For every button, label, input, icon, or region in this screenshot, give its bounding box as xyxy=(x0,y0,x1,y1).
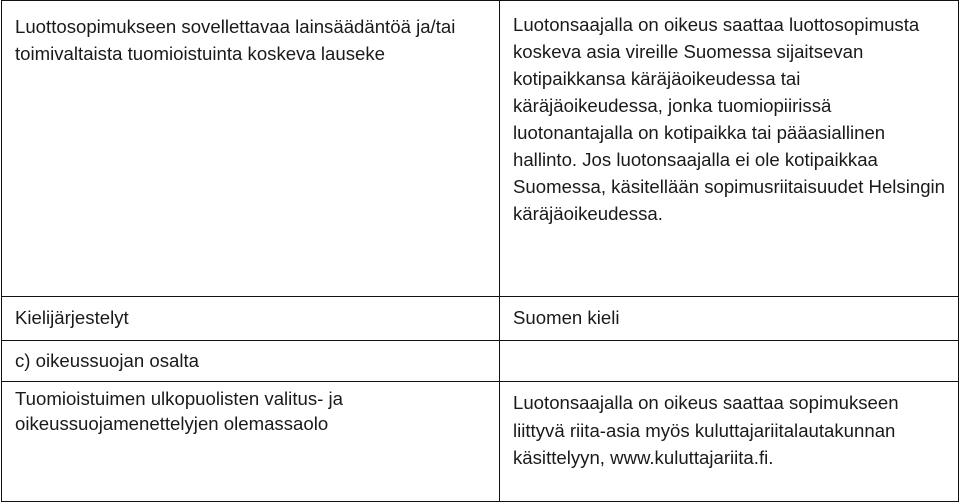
value-cell xyxy=(500,297,959,341)
table-row xyxy=(2,341,959,382)
table-row xyxy=(2,382,959,502)
label-cell xyxy=(2,341,500,382)
table-row xyxy=(2,297,959,341)
row-label-language: Kielijärjestelyt xyxy=(15,307,129,328)
info-table xyxy=(1,0,959,502)
value-cell xyxy=(500,341,959,382)
row-value-out-of-court-redress: Luotonsaajalla on oikeus saattaa sopimukseen liittyvä riita-asia myös kuluttajariitalautakunnan käsittelyyn, www.kuluttajariita.fi. xyxy=(513,392,899,468)
table-row xyxy=(2,1,959,297)
row-value-language: Suomen kieli xyxy=(513,307,620,328)
value-cell xyxy=(500,382,959,502)
label-cell xyxy=(2,1,500,297)
row-label-out-of-court-redress: Tuomioistuimen ulkopuolisten valitus- ja oikeussuojamenettelyjen olemassaolo xyxy=(15,388,343,434)
row-value-governing-law: Luotonsaajalla on oikeus saattaa luottosopimusta koskeva asia vireille Suomessa sijaitsevan kotipaikkansa käräjäoikeudessa tai käräjäoikeudessa, jonka tuomiopiirissä luotonantajalla on kotipaikka tai pääasiallinen hallinto. Jos luotonsaajalla ei ole kotipaikkaa Suomessa, käsitellään sopimusriitaisuudet Helsingin käräjäoikeudessa. xyxy=(513,14,946,224)
row-label-legal-protection: c) oikeussuojan osalta xyxy=(15,350,199,371)
label-cell xyxy=(2,297,500,341)
value-cell xyxy=(500,1,959,297)
row-label-governing-law: Luottosopimukseen sovellettavaa lainsäädäntöä ja/tai toimivaltaista tuomioistuinta koskeva lauseke xyxy=(15,16,456,64)
label-cell xyxy=(2,382,500,502)
